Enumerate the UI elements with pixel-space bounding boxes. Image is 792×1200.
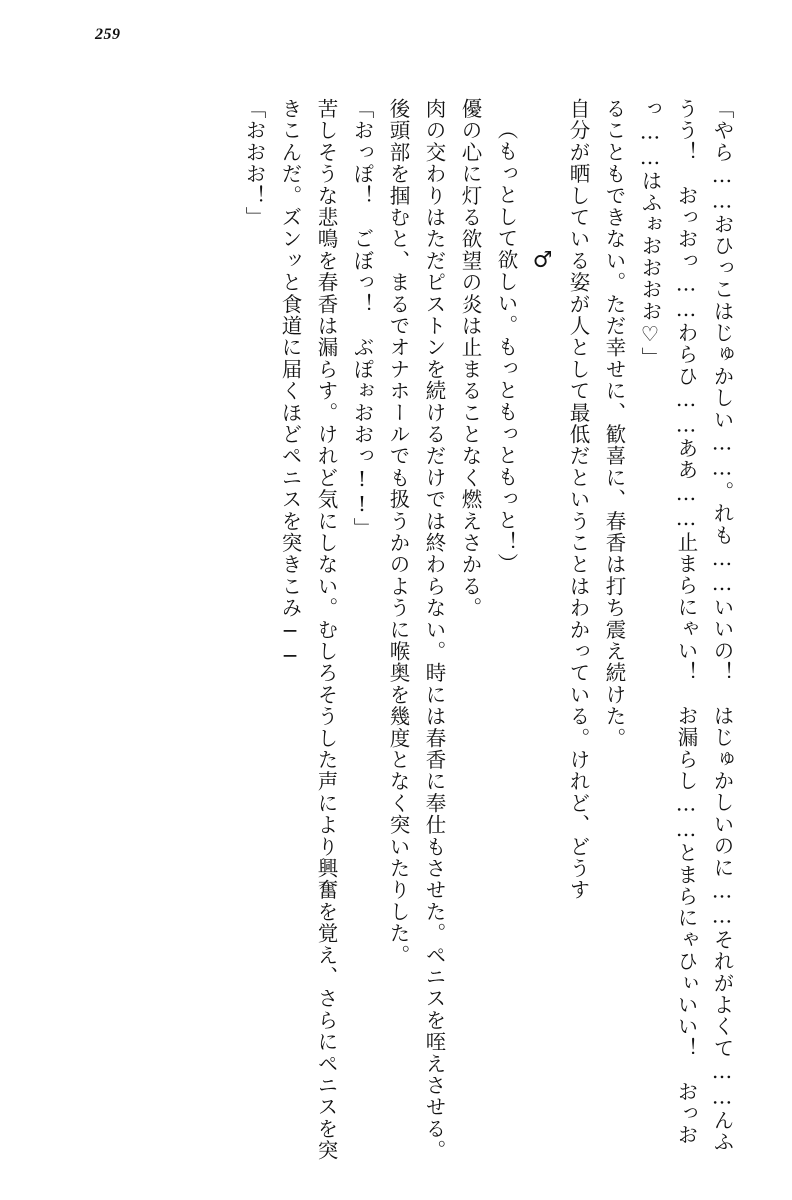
- paragraph: 苦しそうな悲鳴を春香は漏らす。けれど気にしない。むしろそうした声により興奮を覚え、さらにペニスを突きこんだ。ズンッと食道に届くほどペニスを突きこみ──: [278, 98, 338, 1162]
- paragraph: 「おおお！」: [242, 98, 266, 229]
- paragraph: 「おっぽ！ ごぼっ！ ぶぽぉおおっ!!」: [350, 98, 374, 539]
- gender-symbol: ♂: [530, 248, 555, 275]
- paragraph: るこ​ともできない。ただ幸せに、歓喜に、春香は打ち震え続けた。: [602, 98, 626, 749]
- page-number: 259: [95, 26, 121, 43]
- paragraph: （もっとして欲しい。もっともっともっと！）: [494, 119, 518, 575]
- paragraph: 肉の交わりはただピストンを続けるだけでは終わらない。時には春香に奉仕もさせた。ペニスを咥えさせる。後頭部を掴むと、まるでオナホールでも扱うかのように喉奥を幾度となく突いたりした。: [386, 98, 446, 1162]
- paragraph: 「やら……おひっこはじゅかしい……。れも……いいの！ はじゅかしいのに……それがよくて……んふうう！ おっおっ……わらひ……ああ……止まらにゃい！ お漏らし……とまらにゃひぃいい！ おっおっ……はふぉおおおお♡」: [638, 98, 734, 1153]
- paragraph: 自分が晒している姿が人として最低だということはわかっている。けれど、どうす: [566, 98, 590, 901]
- vertical-text-body: [60, 98, 740, 1168]
- paragraph: 優の心に灯る欲望の炎は止まることなく燃えさかる。: [458, 98, 482, 619]
